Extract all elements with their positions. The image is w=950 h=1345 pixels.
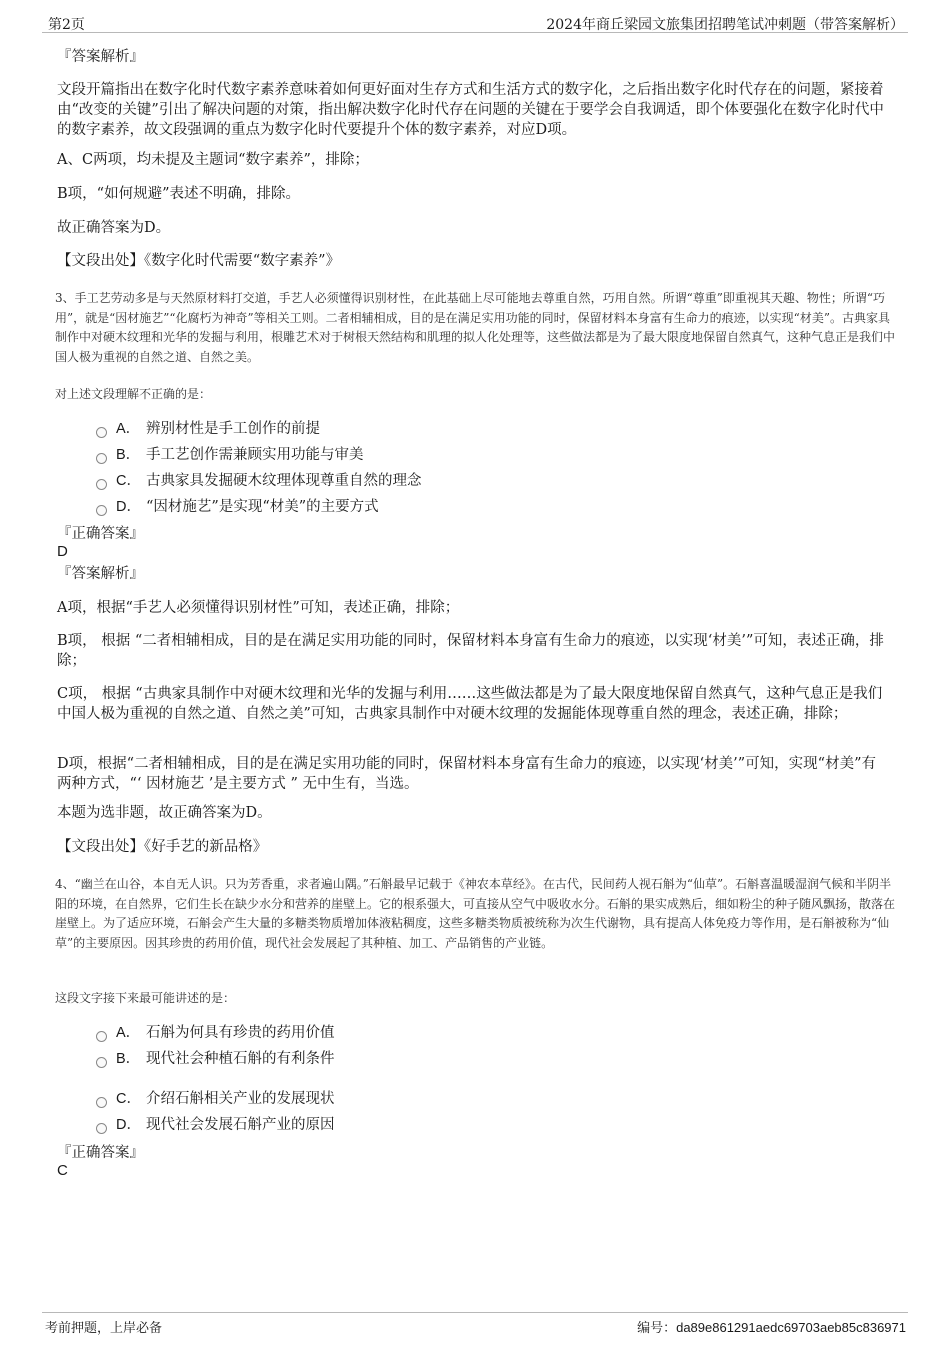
q3-option-b[interactable] (96, 445, 364, 465)
radio-icon[interactable] (96, 479, 107, 490)
q3-answer-label: 『正确答案』 (57, 526, 144, 542)
q4-option-d[interactable] (96, 1115, 335, 1135)
q4-option-c[interactable] (96, 1089, 335, 1109)
q4-answer: C (57, 1162, 68, 1179)
q3-option-c[interactable] (96, 471, 422, 491)
q4-option-b[interactable] (96, 1049, 335, 1069)
radio-icon[interactable] (96, 505, 107, 516)
q2-analysis-label: 『答案解析』 (57, 49, 144, 65)
q4-option-a[interactable] (96, 1023, 335, 1043)
option-text: 现代社会种植石斛的有利条件 (146, 1051, 335, 1067)
option-text: 古典家具发掘硬木纹理体现尊重自然的理念 (146, 473, 422, 489)
page-footer (42, 1312, 908, 1336)
q4-stem: 4、“幽兰在山谷，本自无人识。只为芳香重，求者遍山隅。”石斛最早记载于《神农本草经》。在古代，民间药人视石斛为“仙草”。石斛喜温暖湿润气候和半阴半阳的环境，在自然界，它们生长在缺少水分和营养的崖壁上。它的根系强大，可直接从空气中吸收水分。石斛的果实成熟后，细如粉尘的种子随风飘扬，散落在崖壁上。为了适应环境，石斛会产生大量的多糖类物质增加体液粘稠度，这些多糖类物质被统称为次生代谢物，具有提高人体免疫力等作用，是石斛被称为“仙草”的主要原因。因其珍贵的药用价值，现代社会发展起了其种植、加工、产品销售的产业链。 (55, 877, 896, 950)
document-code (637, 1317, 906, 1336)
option-letter: C． (116, 473, 141, 489)
option-letter: B． (116, 447, 141, 463)
document-title: 2024年商丘梁园文旅集团招聘笔试冲刺题（带答案解析） (546, 17, 904, 33)
option-letter: C． (116, 1091, 141, 1107)
radio-icon[interactable] (96, 1057, 107, 1068)
q2-analysis-paragraph: 文段开篇指出在数字化时代数字素养意味着如何更好面对生存方式和生活方式的数字化，之后指出数字化时代存在的问题，紧接着由“改变的关键”引出了解决问题的对策，指出解决数字化时代存在问题的关键在于要学会自我调适，即个体要强化在数字化时代中的数字素养，故文段强调的重点为数字化时代要提升个体的数字素养，对应D项。 (57, 82, 884, 138)
q3-source: 【文段出处】《好手艺的新品格》 (57, 839, 268, 855)
q3-conclusion: 本题为选非题，故正确答案为D。 (57, 805, 272, 821)
q4-answer-label: 『正确答案』 (57, 1145, 144, 1161)
option-letter: A． (116, 1025, 141, 1041)
q3-prompt: 对上述文段理解不正确的是： (55, 387, 212, 401)
option-text: “因材施艺”是实现“材美”的主要方式 (146, 499, 379, 515)
option-letter: D． (116, 499, 141, 515)
option-letter: A． (116, 421, 141, 437)
q3-analysis-a: A项，根据“手艺人必须懂得识别材性”可知，表述正确，排除； (57, 600, 460, 616)
option-text: 石斛为何具有珍贵的药用价值 (146, 1025, 335, 1041)
code-value: da89e861291aedc69703aeb85c836971 (676, 1320, 906, 1335)
radio-icon[interactable] (96, 427, 107, 438)
radio-icon[interactable] (96, 1123, 107, 1134)
q3-stem: 3、手工艺劳动多是与天然原材料打交道，手艺人必须懂得识别材性，在此基础上尽可能地去尊重自然，巧用自然。所谓“尊重”即重视其天趣、物性；所谓“巧用”，就是“因材施艺”“化腐朽为神奇”等相关工则。二者相辅相成，目的是在满足实用功能的同时，保留材料本身富有生命力的痕迹，以实现“材美”。古典家具制作中对硬木纹理和光华的发掘与利用，根雕艺术对于树根天然结构和肌理的拟人化处理等，这些做法都是为了最大限度地保留自然真气，这种气息正是我们中国人极为重视的自然之道、自然之美。 (55, 291, 896, 364)
radio-icon[interactable] (96, 453, 107, 464)
q3-option-d[interactable] (96, 497, 379, 517)
option-letter: D． (116, 1117, 141, 1133)
q2-source: 【文段出处】《数字化时代需要“数字素养”》 (57, 253, 341, 269)
q2-analysis-ac: A、C两项，均未提及主题词“数字素养”，排除； (57, 152, 369, 168)
option-text: 介绍石斛相关产业的发展现状 (146, 1091, 335, 1107)
page-number: 第2页 (48, 17, 85, 33)
q3-analysis-d: D项，根据“二者相辅相成，目的是在满足实用功能的同时，保留材料本身富有生命力的痕迹，以实现‘材美’”可知，实现“材美”有两种方式，“‘ 因材施艺 ’是主要方式 ” 无中生有，当选。 (57, 756, 876, 792)
code-label: 编号： (637, 1321, 677, 1336)
radio-icon[interactable] (96, 1097, 107, 1108)
q3-analysis-c: C项， 根据 “古典家具制作中对硬木纹理和光华的发掘与利用……这些做法都是为了最大限度地保留自然真气，这种气息正是我们中国人极为重视的自然之道、自然之美”可知，古典家具制作中对硬木纹理的发掘能体现尊重自然的理念，表述正确，排除； (57, 686, 883, 722)
option-text: 现代社会发展石斛产业的原因 (146, 1117, 335, 1133)
q2-analysis-b: B项，“如何规避”表述不明确，排除。 (57, 186, 300, 202)
q3-answer: D (57, 543, 68, 560)
q3-analysis-label: 『答案解析』 (57, 566, 144, 582)
option-text: 手工艺创作需兼顾实用功能与审美 (146, 447, 364, 463)
option-text: 辨别材性是手工创作的前提 (146, 421, 320, 437)
q4-prompt: 这段文字接下来最可能讲述的是： (55, 991, 236, 1005)
q2-conclusion: 故正确答案为D。 (57, 220, 171, 236)
page-header (42, 10, 908, 33)
radio-icon[interactable] (96, 1031, 107, 1042)
option-letter: B． (116, 1051, 141, 1067)
q3-option-a[interactable] (96, 419, 320, 439)
footer-slogan: 考前押题，上岸必备 (45, 1321, 163, 1336)
q3-analysis-b: B项， 根据 “二者相辅相成，目的是在满足实用功能的同时，保留材料本身富有生命力的痕迹，以实现‘材美’”可知，表述正确，排除； (57, 633, 884, 669)
